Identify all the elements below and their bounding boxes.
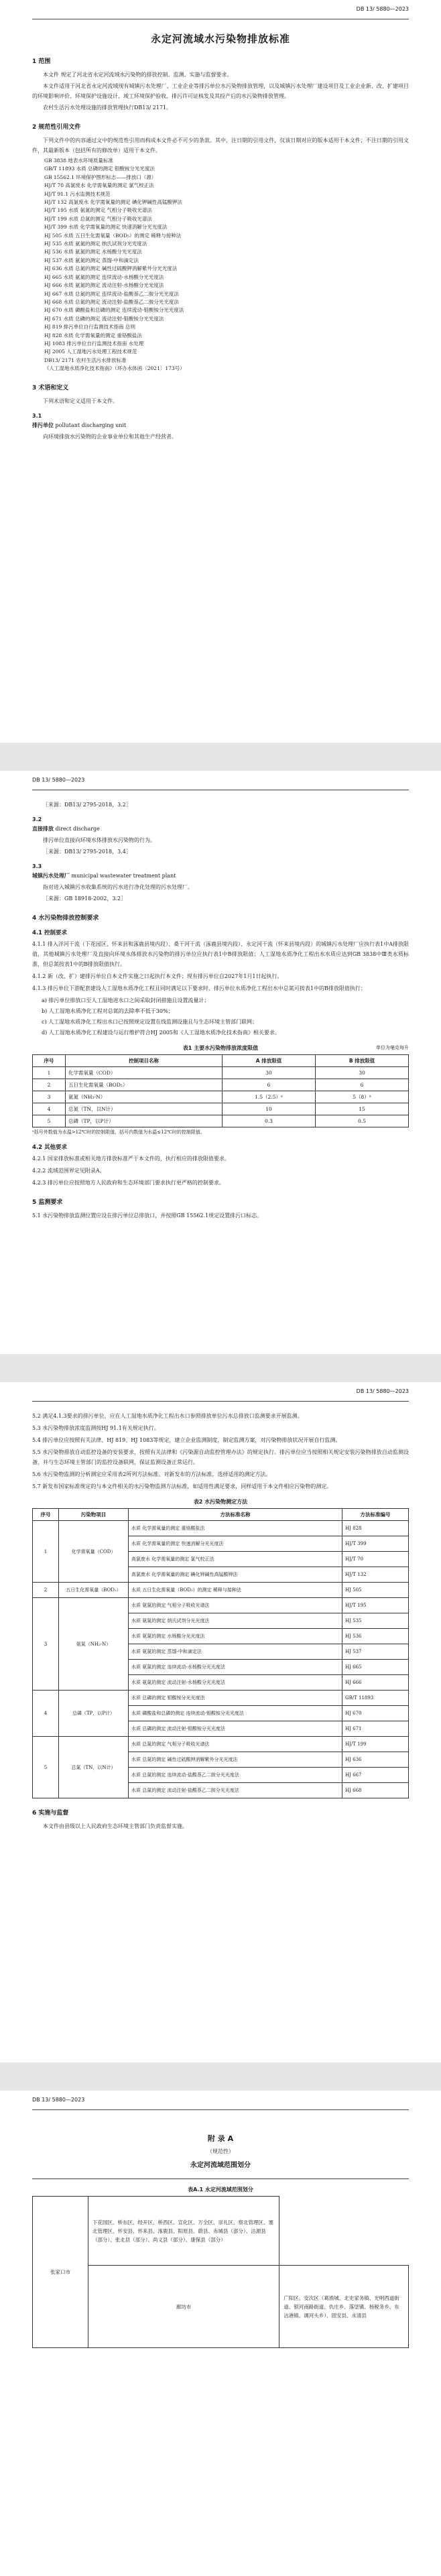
reference-item: HJ 665 水质 氨氮的测定 连续流动-水杨酸分光光度法 [44, 273, 164, 280]
table-header-cell: 方法标准名称 [129, 1509, 342, 1521]
table-cell: 10 [223, 1103, 316, 1115]
clause-5-4: 5.4 排污单位应按照有关法律、HJ 819、HJ 1083等规定，建立企业监测制度，制定监测方案，对污染物排放状况开展自行监测。 [32, 1437, 341, 1443]
term-chinese: 排污单位 [32, 422, 54, 428]
table-header-row [33, 1055, 409, 1067]
table-cell: 4 [33, 1691, 59, 1737]
table-cell: 化学需氧量（COD） [66, 1067, 223, 1079]
annex-heading [32, 2133, 409, 2169]
clause-4-2-2: 4.2.2 流域范围界定见附录A。 [32, 1168, 105, 1174]
reference-item: HJ 668 水质 总氮的测定 流动注射-盐酸萘乙二胺分光光度法 [44, 298, 179, 305]
reference-item: HJ/T 199 水质 总氮的测定 气相分子吸收光谱法 [44, 215, 152, 222]
table-cell: 3 [33, 1598, 59, 1691]
table-row [33, 2197, 409, 2266]
table-cell: 4 [33, 1103, 66, 1115]
table-cell: 总磷（TP，以P计） [66, 1115, 223, 1127]
page-header: DB 13/ 5880—2023 [32, 0, 409, 19]
document-page-1 [0, 0, 441, 743]
table-header-cell: 控制项目名称 [66, 1055, 223, 1067]
clause-4-1-2: 4.1.2 新（改、扩）建排污单位自本文件实施之日起执行本文件；现有排污单位自2027年1月1日起执行。 [32, 973, 283, 979]
table-cell: 6 [223, 1079, 316, 1091]
clause-5-1: 5.1 水污染物排放监测位置应设在排污单位总排放口，并按照GB 15562.1规定设置排污口标志。 [32, 1213, 263, 1219]
reference-item: HJ/T 195 水质 氨氮的测定 气相分子吸收光谱法 [44, 207, 152, 214]
clause-list-item: d) 人工湿地水质净化工程建设与运行维护符合HJ 2005和《人工湿地水质净化技术指南》相关要求。 [42, 1030, 280, 1036]
annex-title: 永定河流域范围划分 [190, 2162, 251, 2169]
table-cell: 水质 氨氮的测定 蒸馏-中和滴定法 [129, 1644, 342, 1660]
table-cell: 2 [33, 1079, 66, 1091]
document-page-3 [0, 1382, 441, 2063]
reference-item: HJ 667 水质 总氮的测定 连续流动-盐酸萘乙二胺分光光度法 [44, 290, 179, 297]
clause-4-1-1: 4.1.1 排入洋河干流（下花园区、怀来县和涿鹿县境内段）、桑干河干流（涿鹿县境内段）、永定河干流（怀来县境内段）的城镇污水处理厂应执行表1中A排放限值，其他城镇污水处理厂及直接向环境水体排放水污染物的排污单位应执行表1中B排放限值；人工湿地水质净化工程出水水质应达到GB 3838中Ⅲ类水质标准，但总氮按表1中的B排放限值执行。 [32, 941, 409, 967]
table-row [33, 1067, 409, 1079]
clause-list-item: c) 人工湿地水质净化工程出水口已按照规定设置在线监测设施且与生态环境主管部门联网； [42, 1019, 258, 1025]
reference-item: HJ 670 水质 磷酸盐和总磷的测定 连续流动-钼酸铵分光光度法 [44, 307, 184, 314]
reference-list [32, 157, 409, 373]
page-header: DB 13/ 5880—2023 [32, 771, 409, 790]
section-2-heading: 2 规范性引用文件 [32, 124, 81, 131]
table-header-row [33, 1509, 409, 1521]
table-header-cell: 序号 [33, 1509, 59, 1521]
table-cell: 水质 化学需氧量的测定 快速消解分光光度法 [129, 1536, 342, 1552]
term-number: 3.2 [32, 816, 42, 822]
table-header-cell: A 排放限值 [223, 1055, 316, 1067]
term-source: ［来源：DB13/ 2795-2018，3.4］ [43, 849, 131, 855]
clause-4-1-3: 4.1.3 排污单位下游配套建设人工湿地水质净化工程且同时满足以下要求时，排污单位水质净化工程出水中总氮可按表1中的B排放限值执行： [32, 985, 366, 991]
table-cell: 水质 氨氮的测定 连续流动-水杨酸分光光度法 [129, 1660, 342, 1675]
section-3-intro: 下列术语和定义适用于本文件。 [43, 397, 118, 404]
table-row [33, 1079, 409, 1091]
table-cell: 水质 总氮的测定 气相分子吸收光谱法 [129, 1737, 342, 1752]
section-4-heading: 4 水污染物排放控制要求 [32, 915, 99, 922]
term-source: ［来源：GB 18918-2002，3.2］ [43, 896, 127, 902]
reference-item: HJ 819 排污单位自行监测技术指南 总则 [44, 324, 136, 330]
table-cell: 水质 氨氮的测定 气相分子吸收光谱法 [129, 1598, 342, 1613]
annex-label: 附 录 A [207, 2134, 234, 2143]
table-cell: HJ 668 [342, 1783, 409, 1798]
table-cell: 氨氮（NH₃-N） [66, 1091, 223, 1103]
clause-5-5: 5.5 水污染物排放自动监控设备的安装要求，按照有关法律和《污染源自动监控管理办法》的规定执行。排污单位应当按照相关规定安装污染物排放自动监测设备，并与生态环境主管部门的监控设备联网，保证监测设备正常运行。 [32, 1449, 409, 1465]
table-1-caption [32, 1044, 409, 1052]
table-cell: 五日生化需氧量（BOD₅） [59, 1583, 129, 1598]
table-row [33, 1583, 409, 1598]
reference-item: DB13/ 2171 农村生活污水排放标准 [44, 357, 127, 363]
term-title [32, 824, 409, 834]
section-2-paragraph: 下列文件中的内容通过文中的规范性引用而构成本文件必不可少的条款。其中，注日期的引用文件，仅该日期对应的版本适用于本文件；不注日期的引用文件，其最新版本（包括所有的修改单）适用于本文件。 [32, 137, 409, 154]
table-cell: 1 [33, 1521, 59, 1583]
table-cell: HJ 536 [342, 1629, 409, 1644]
section-6-paragraph: 本文件由县级以上人民政府生态环境主管部门负责监督实施。 [43, 1823, 188, 1829]
table-cell: 水质 五日生化需氧量（BOD₅）的测定 稀释与接种法 [129, 1583, 342, 1598]
term-english: municipal wastewater treatment plant [71, 873, 176, 879]
term-definition: 指对进入城镇污水收集系统的污水进行净化处理的污水处理厂。 [43, 884, 193, 890]
table-cell: 15 [316, 1103, 409, 1115]
term-definition: 排污单位直接向环境水体排放水污染物的行为。 [43, 837, 155, 843]
reference-item: HJ 535 水质 氨氮的测定 纳氏试剂分光光度法 [44, 241, 147, 247]
page-header: DB 13/ 5880—2023 [32, 1382, 409, 1402]
table-cell: 高氯废水 化学需氧量的测定 氯气校正法 [129, 1552, 342, 1567]
table-row [33, 2266, 409, 2348]
section-5-heading: 5 监测要求 [32, 1199, 63, 1206]
table-1-footnote: ᵃ括号外数值为水温>12℃时的控制限值，括号内数值为水温≤12℃时的控制限值。 [32, 1129, 205, 1135]
table-cell: 水质 总磷的测定 流动注射-钼酸铵分光光度法 [129, 1721, 342, 1737]
table-cell: 水质 磷酸盐和总磷的测定 连续流动-钼酸铵分光光度法 [129, 1706, 342, 1721]
table-cell: HJ 667 [342, 1768, 409, 1783]
document-page-2 [0, 771, 441, 1354]
clause-5-6: 5.6 水污染物监测的分析测定应采用表2所列方法标准。对新发布的方法标准，选择适用的测定方法。 [32, 1471, 271, 1477]
term-definition: 向环境排放水污染物的企业事业单位和其他生产经营者。 [43, 433, 177, 440]
table-cell: HJ 670 [342, 1706, 409, 1721]
table-cell: HJ 636 [342, 1752, 409, 1768]
table-row [33, 1521, 409, 1536]
term-english: pollutant discharging unit [55, 422, 127, 428]
table-cell: 5 [33, 1115, 66, 1127]
table-row [33, 1691, 409, 1706]
reference-item: HJ 671 水质 总磷的测定 流动注射-钼酸铵分光光度法 [44, 315, 164, 322]
table-cell: GB/T 11893 [342, 1691, 409, 1706]
table-cell: 30 [223, 1067, 316, 1079]
table-cell: 水质 氨氮的测定 水杨酸分光光度法 [129, 1629, 342, 1644]
term-title [32, 871, 409, 881]
table-row [33, 1091, 409, 1103]
table-cell: 2 [33, 1583, 59, 1598]
reference-item: GB 15562.1 环境保护图形标志——排放口（源） [44, 174, 157, 180]
table-2 [32, 1508, 409, 1798]
term-number: 3.3 [32, 863, 42, 869]
table-cell: 6 [316, 1079, 409, 1091]
table-cell: HJ 665 [342, 1660, 409, 1675]
reference-item: HJ 505 水质 五日生化需氧量（BOD₅）的测定 稀释与接种法 [44, 232, 182, 239]
table-header-cell: 序号 [33, 1055, 66, 1067]
reference-item: HJ 537 水质 氨氮的测定 蒸馏-中和滴定法 [44, 257, 139, 263]
table-cell: 水质 氨氮的测定 纳氏试剂分光光度法 [129, 1613, 342, 1629]
term-number: 3.1 [32, 412, 42, 419]
clause-5-7: 5.7 新发布国家标准规定的与本文件相关的水污染物监测方法标准，如适用性满足要求，同样适用于本文件相应污染物的测定。 [32, 1483, 332, 1489]
clause-4-2-1: 4.2.1 国家排放标准或相关地方排放标准严于本文件的，执行相应的排放限值要求。 [32, 1156, 230, 1162]
table-cell: HJ/T 199 [342, 1737, 409, 1752]
table-cell: HJ 537 [342, 1644, 409, 1660]
term-source: ［来源：DB13/ 2795-2018，3.2］ [43, 802, 131, 808]
table-cell: 1.5（2.5）ᵃ [223, 1091, 316, 1103]
table-cell: 五日生化需氧量（BOD₅） [66, 1079, 223, 1091]
table-cell: 水质 总氮的测定 碱性过硫酸钾消解紫外分光光度法 [129, 1752, 342, 1768]
table-header-cell: 污染物项目 [59, 1509, 129, 1521]
reference-item: HJ 536 水质 氨氮的测定 水杨酸分光光度法 [44, 249, 142, 255]
term-chinese: 直接排放 [32, 826, 54, 832]
reference-item: 《人工湿地水质净化技术指南》（环办水体函〔2021〕173号） [44, 365, 185, 372]
table-a1-caption: 表A.1 永定河流域范围划分 [188, 2187, 253, 2193]
table-cell: HJ 666 [342, 1675, 409, 1691]
reference-item: HJ 636 水质 总氮的测定 碱性过硫酸钾消解紫外分光光度法 [44, 265, 178, 272]
table-header-cell: 方法标准编号 [342, 1509, 409, 1521]
section-1-paragraph: 本文件 规定了河北省永定河流域水污染物的排放控制、监测、实施与监督要求。 [43, 72, 233, 78]
table-cell: 水质 总磷的测定 钼酸铵分光光度法 [129, 1691, 342, 1706]
clause-5-3: 5.3 水污染物排放浓度监测按HJ 91.1有关规定执行。 [32, 1425, 160, 1431]
document-title: 永定河流域水污染物排放标准 [150, 33, 290, 45]
reference-item: HJ 828 水质 化学需氧量的测定 重铬酸盐法 [44, 332, 142, 339]
clause-list-item: b) 人工湿地水质净化工程对总氮的去除率不低于30%； [42, 1008, 174, 1014]
section-3-heading: 3 术语和定义 [32, 384, 69, 391]
table-row [33, 1115, 409, 1127]
subsection-heading: 4.2 其他要求 [32, 1144, 68, 1151]
table-cell: 总磷（TP，以P计） [59, 1691, 129, 1737]
clause-list-item: a) 排污单位排放口至人工湿地进水口之间采取封闭措施且设置流量计； [42, 997, 210, 1003]
annex-nature: （规范性） [207, 2148, 234, 2154]
table-cell: HJ 671 [342, 1721, 409, 1737]
table-cell: HJ/T 399 [342, 1536, 409, 1552]
term-english: direct discharge [55, 826, 100, 832]
table-cell: 廊坊市 [88, 2266, 279, 2348]
table-cell: 总氮（TN，以N计） [59, 1737, 129, 1798]
table-cell: 水质 总氮的测定 流动注射-盐酸萘乙二胺分光光度法 [129, 1783, 342, 1798]
table-cell: 下花园区、桥东区、经开区、桥西区、宣化区、万全区、崇礼区、察北管理区、塞北管理区、怀安县、怀来县、涿鹿县、阳原县、蔚县、赤城县（部分）、沽源县（部分）、张北县（部分）、尚义县（部分）、康保县（部分） [88, 2197, 279, 2266]
table-2-caption: 表2 水污染物测定方法 [193, 1499, 248, 1505]
reference-item: HJ/T 399 水质 化学需氧量的测定 快速消解分光光度法 [44, 224, 168, 231]
term-title [32, 421, 409, 430]
section-6-heading: 6 实施与监督 [32, 1810, 69, 1817]
table-cell: HJ/T 70 [342, 1552, 409, 1567]
table-cell: 0.3 [223, 1115, 316, 1127]
table-cell: 5（8）ᵃ [316, 1091, 409, 1103]
table-cell: 化学需氧量（COD） [59, 1521, 129, 1583]
table-cell: 高氯废水 化学需氧量的测定 碘化钾碱性高锰酸钾法 [129, 1567, 342, 1583]
table-cell: HJ/T 132 [342, 1567, 409, 1583]
table-row [33, 1598, 409, 1613]
table-cell: 30 [316, 1067, 409, 1079]
subsection-heading: 4.1 控制要求 [32, 930, 68, 936]
reference-item: HJ 666 水质 氨氮的测定 流动注射-水杨酸分光光度法 [44, 282, 164, 289]
clause-5-2: 5.2 满足4.1.3要求的排污单位，应在人工湿地水质净化工程出水口参照排放单位污水总排放口监测要求开展监测。 [32, 1413, 303, 1419]
table-cell: 广阳区、安次区（葛渔城、北史家务镇、光明西道街道、银河南路街道、仇庄乡、落垡镇、杨税务乡、东沽港镇、调河头乡）、固安县、永清县 [279, 2266, 409, 2348]
table-1-unit: 单位为毫克每升 [376, 1045, 409, 1050]
term-chinese: 城镇污水处理厂 [32, 873, 70, 879]
table-1-title: 表1 主要水污染物排放浓度限值 [182, 1045, 259, 1051]
clause-4-2-3: 4.2.3 排污单位应按照地方人民政府和生态环境部门要求执行更严格的控制要求。 [32, 1180, 225, 1186]
reference-item: HJ 2005 人工湿地污水处理工程技术规范 [44, 349, 137, 355]
reference-item: HJ 1083 排污单位自行监测技术指南 水处理 [44, 340, 144, 347]
table-cell: 氨氮（NH₃-N） [59, 1598, 129, 1691]
section-1-heading: 1 范围 [32, 58, 51, 65]
reference-item: HJ/T 91.1 污水监测技术规范 [44, 190, 111, 197]
table-cell: 水质 总氮的测定 连续流动-盐酸萘乙二胺分光光度法 [129, 1768, 342, 1783]
table-cell: HJ 535 [342, 1613, 409, 1629]
table-a1 [32, 2196, 409, 2348]
reference-item: HJ/T 70 高氯废水 化学需氧量的测定 氯气校正法 [44, 182, 154, 189]
reference-item: HJ/T 132 高氯废水 化学需氧量的测定 碘化钾碱性高锰酸钾法 [44, 199, 182, 206]
table-header-cell: B 排放限值 [316, 1055, 409, 1067]
reference-item: GB/T 11893 水质 总磷的测定 钼酸铵分光光度法 [44, 166, 155, 172]
table-cell: 3 [33, 1091, 66, 1103]
table-cell: HJ 505 [342, 1583, 409, 1598]
table-cell: HJ 828 [342, 1521, 409, 1536]
table-cell: 1 [33, 1067, 66, 1079]
section-1-paragraph: 本文件适用于河北省永定河流域现有城镇污水处理厂、工业企业等排污单位水污染物排放管理，以及城镇污水处理厂建设项目及工业企业新、改、扩建项目的环境影响评价、环境保护设施设计、竣工环境保护验收、排污许可证核发及其投产后的水污染物排放管理。 [32, 83, 409, 99]
table-cell: 5 [33, 1737, 59, 1798]
table-cell: 水质 化学需氧量的测定 重铬酸盐法 [129, 1521, 342, 1536]
table-cell: 张家口市 [33, 2197, 88, 2348]
page-header: DB 13/ 5880—2023 [32, 2091, 409, 2110]
table-cell: 总氮（TN，以N计） [66, 1103, 223, 1115]
table-cell: 水质 氨氮的测定 流动注射-水杨酸分光光度法 [129, 1675, 342, 1691]
table-cell: 0.5 [316, 1115, 409, 1127]
table-cell: HJ/T 195 [342, 1598, 409, 1613]
document-page-4 [0, 2091, 441, 2576]
reference-item: GB 3838 地表水环境质量标准 [44, 158, 113, 164]
table-1 [32, 1054, 409, 1127]
table-row [33, 1103, 409, 1115]
table-row [33, 1737, 409, 1752]
section-1-paragraph: 农村生活污水处理设施的排放管理执行DB13/ 2171。 [43, 105, 172, 111]
